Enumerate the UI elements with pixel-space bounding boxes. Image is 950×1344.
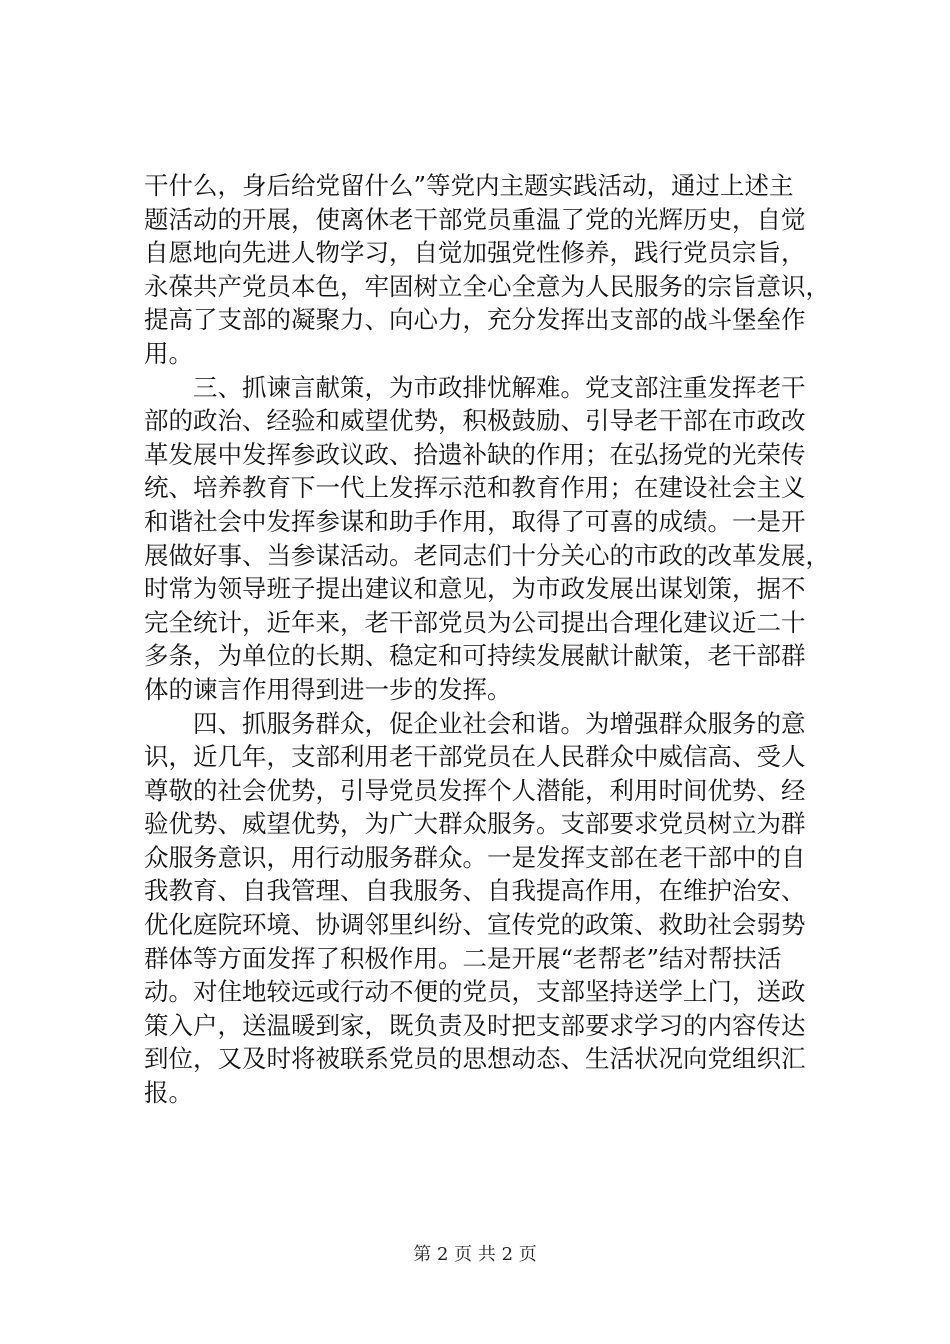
text-line: 展做好事、当参谋活动。老同志们十分关心的市政的改革发展，: [144, 540, 830, 570]
text-line: 完全统计，近年来，老干部党员为公司提出合理化建议近二十: [144, 607, 806, 637]
text-line: 策入户，送温暖到家，既负责及时把支部要求学习的内容传达: [144, 1010, 806, 1040]
text-line: 到位，又及时将被联系党员的思想动态、生活状况向党组织汇: [144, 1044, 806, 1074]
text-line: 永葆共产党员本色，牢固树立全心全意为人民服务的宗旨意识，: [144, 271, 830, 301]
page-footer: [0, 1244, 950, 1266]
text-line: 时常为领导班子提出建议和意见，为市政发展出谋划策，据不: [144, 574, 806, 604]
text-line: 统、培养教育下一代上发挥示范和教育作用；在建设社会主义: [144, 473, 806, 503]
text-line: 优化庭院环境、协调邻里纠纷、宣传党的政策、救助社会弱势: [144, 910, 806, 940]
text-line: 验优势、威望优势，为广大群众服务。支部要求党员树立为群: [144, 809, 806, 839]
document-body: [144, 169, 840, 1110]
text-line: 多条，为单位的长期、稳定和可持续发展献计献策，老干部群: [144, 641, 806, 671]
text-line: 动。对住地较远或行动不便的党员，支部坚持送学上门，送政: [144, 977, 806, 1007]
text-line: 自愿地向先进人物学习，自觉加强党性修养，践行党员宗旨，: [144, 238, 806, 268]
text-line: 题活动的开展，使离休老干部党员重温了党的光辉历史，自觉: [144, 204, 806, 234]
text-line: 众服务意识，用行动服务群众。一是发挥支部在老干部中的自: [144, 842, 806, 872]
text-line: 干什么，身后给党留什么”等党内主题实践活动，通过上述主: [144, 171, 794, 200]
text-line: 我教育、自我管理、自我服务、自我提高作用，在维护治安、: [144, 876, 806, 906]
text-line: 三、抓谏言献策，为市政排忧解难。党支部注重发挥老干: [193, 372, 806, 402]
text-line: 体的谏言作用得到进一步的发挥。: [144, 674, 512, 704]
text-line: 和谐社会中发挥参谋和助手作用，取得了可喜的成绩。一是开: [144, 506, 806, 536]
text-line: 部的政治、经验和威望优势，积极鼓励、引导老干部在市政改: [144, 406, 806, 436]
paragraph: [144, 371, 840, 707]
page-number: 第 2 页 共 2 页: [413, 1244, 537, 1265]
text-line: 四、抓服务群众，促企业社会和谐。为增强群众服务的意: [193, 708, 806, 738]
text-line: 提高了支部的凝聚力、向心力，充分发挥出支部的战斗堡垒作: [144, 305, 806, 335]
text-line: 群体等方面发挥了积极作用。二是开展“老帮老”结对帮扶活: [144, 943, 782, 973]
text-line: 识，近几年，支部利用老干部党员在人民群众中威信高、受人: [144, 742, 806, 772]
text-line: 用。: [144, 338, 193, 368]
text-line: 报。: [144, 1078, 193, 1108]
text-line: 革发展中发挥参政议政、拾遗补缺的作用；在弘扬党的光荣传: [144, 439, 806, 469]
paragraph: [144, 169, 840, 371]
text-line: 尊敬的社会优势，引导党员发挥个人潜能，利用时间优势、经: [144, 775, 806, 805]
paragraph: [144, 707, 840, 1110]
